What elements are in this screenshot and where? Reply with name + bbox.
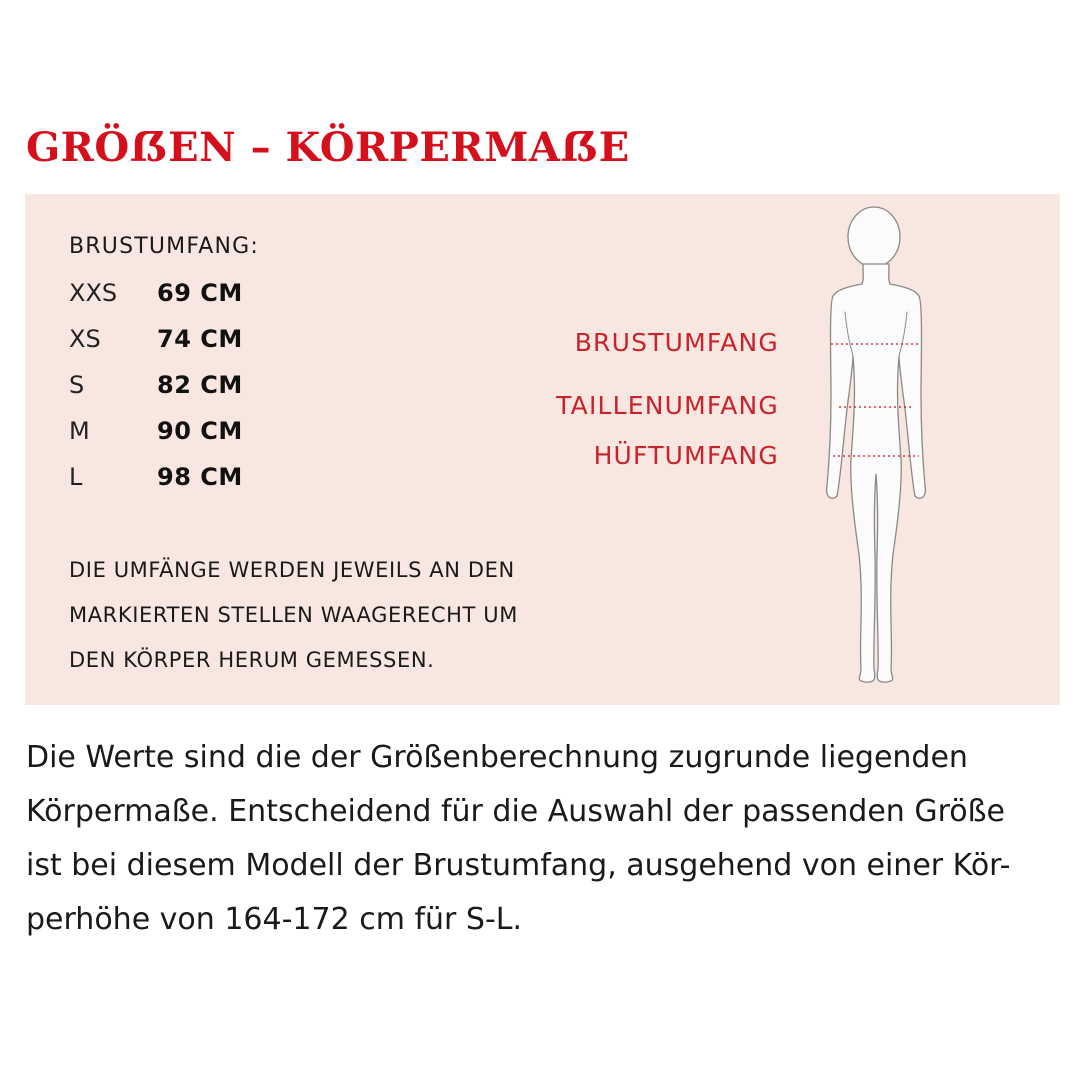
- body-silhouette-figure: [801, 204, 951, 699]
- size-label: S: [69, 371, 85, 399]
- figure-head: [848, 207, 900, 267]
- size-label: XXS: [69, 279, 118, 307]
- waist-measure-label: TAILLENUMFANG: [556, 391, 779, 420]
- description-line: perhöhe von 164-172 cm für S-L.: [26, 902, 523, 937]
- size-row-m: [69, 416, 243, 446]
- size-label: XS: [69, 325, 101, 353]
- measurement-note-line: MARKIERTEN STELLEN WAAGERECHT UM: [69, 603, 518, 627]
- size-value: 90 CM: [157, 417, 243, 445]
- size-row-s: [69, 370, 243, 400]
- chest-measure-heading: BRUSTUMFANG:: [69, 234, 259, 259]
- size-chart-panel: [25, 194, 1060, 705]
- measurement-note-line: DIE UMFÄNGE WERDEN JEWEILS AN DEN: [69, 558, 515, 582]
- chest-measure-label: BRUSTUMFANG: [574, 328, 779, 357]
- description-line: ist bei diesem Modell der Brustumfang, ausgehend von einer Kör-: [26, 848, 1011, 883]
- measurement-note: [69, 548, 589, 683]
- size-row-l: [69, 462, 243, 492]
- figure-body: [827, 264, 926, 682]
- description-text: [26, 731, 1056, 947]
- description-line: Die Werte sind die der Größenberechnung zugrunde liegenden: [26, 740, 968, 775]
- size-value: 82 CM: [157, 371, 243, 399]
- size-value: 98 CM: [157, 463, 243, 491]
- size-value: 69 CM: [157, 279, 243, 307]
- measurement-note-line: DEN KÖRPER HERUM GEMESSEN.: [69, 648, 435, 672]
- size-label: L: [69, 463, 83, 491]
- size-row-xs: [69, 324, 243, 354]
- size-value: 74 CM: [157, 325, 243, 353]
- page-title: GRÖẞEN – KÖRPERMAẞE: [26, 124, 630, 171]
- size-label: M: [69, 417, 90, 445]
- size-row-xxs: [69, 278, 243, 308]
- hip-measure-label: HÜFTUMFANG: [593, 441, 779, 470]
- description-line: Körpermaße. Entscheidend für die Auswahl der passenden Größe: [26, 794, 1005, 829]
